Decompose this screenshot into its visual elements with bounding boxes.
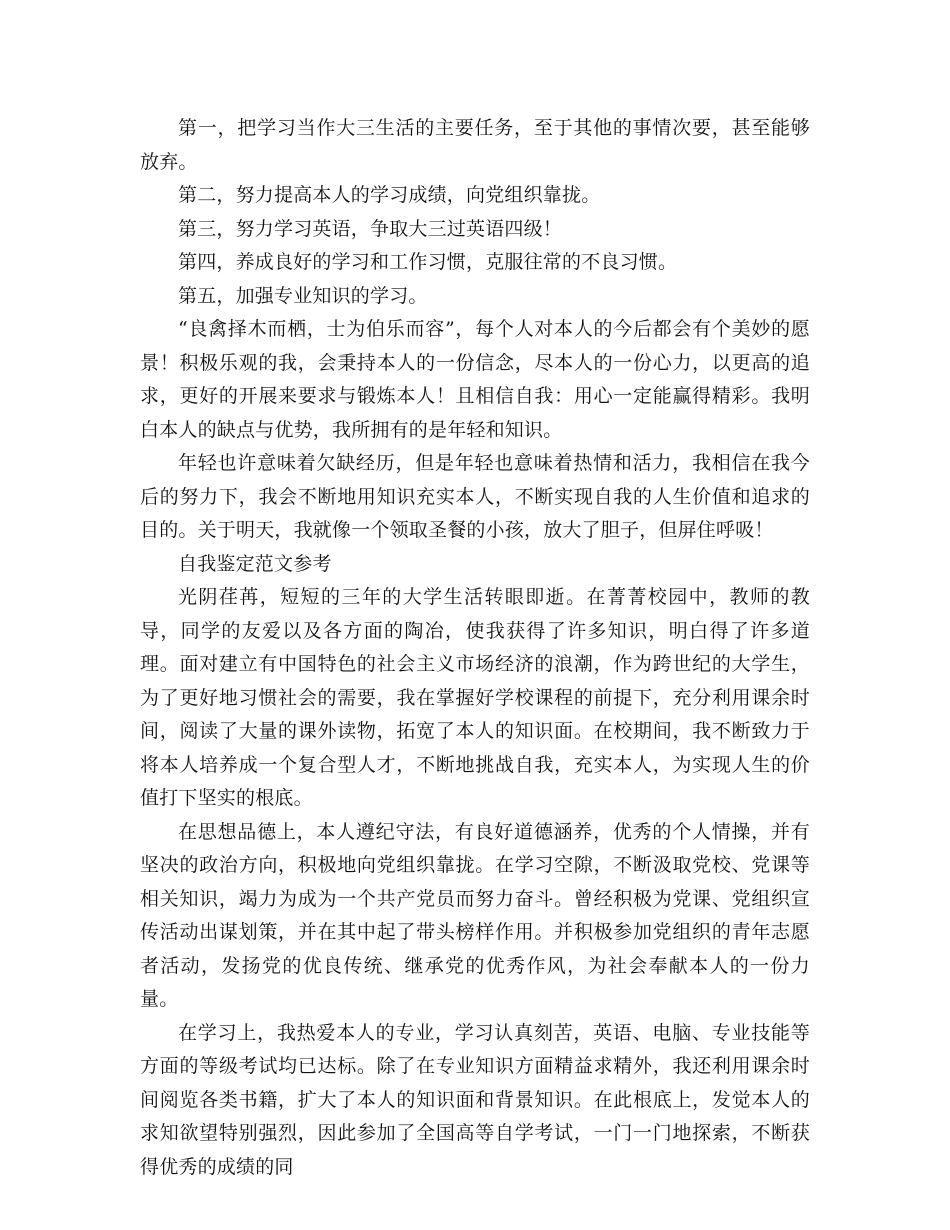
document-body [140, 112, 810, 1184]
paragraph-goal-3: 第三，努力学习英语，争取大三过英语四级！ [178, 217, 563, 240]
paragraph-college-life: 光阴荏苒，短短的三年的大学生活转眼即逝。在菁菁校园中，教师的教导，同学的友爱以及各方面的陶冶，使我获得了许多知识，明白得了许多道理。面对建立有中国特色的社会主义市场经济的浪潮，作为跨世纪的大学生，为了更好地习惯社会的需要，我在掌握好学校课程的前提下，充分利用课余时间，阅读了大量的课外读物，拓宽了本人的知识面。在校期间，我不断致力于将本人培养成一个复合型人才，不断地挑战自我，充实本人，为实现人生的价值打下坚实的根底。 [140, 586, 810, 809]
section-heading: 自我鉴定范文参考 [178, 552, 332, 575]
paragraph-morality: 在思想品德上，本人遵纪守法，有良好道德涵养，优秀的个人情操，并有坚决的政治方向，积极地向党组织靠拢。在学习空隙，不断汲取党校、党课等相关知识，竭力为成为一个共产党员而努力奋斗。曾经积极为党课、党组织宣传活动出谋划策，并在其中起了带头榜样作用。并积极参加党组织的青年志愿者活动，发扬党的优良传统、继承党的优秀作风，为社会奉献本人的一份力量。 [140, 820, 810, 1010]
paragraph-goal-5: 第五，加强专业知识的学习。 [178, 284, 428, 307]
paragraph-youth: 年轻也许意味着欠缺经历，但是年轻也意味着热情和活力，我相信在我今后的努力下，我会不断地用知识充实本人，不断实现自我的人生价值和追求的目的。关于明天，我就像一个领取圣餐的小孩，放大了胆子，但屏住呼吸！ [140, 452, 810, 541]
paragraph-vision: “良禽择木而栖，士为伯乐而容”，每个人对本人的今后都会有个美妙的愿景！积极乐观的我，会秉持本人的一份信念，尽本人的一份心力，以更高的追求，更好的开展来要求与锻炼本人！且相信自我：用心一定能赢得精彩。我明白本人的缺点与优势，我所拥有的是年轻和知识。 [140, 318, 810, 441]
paragraph-goal-4: 第四，养成良好的学习和工作习惯，克服往常的不良习惯。 [178, 251, 678, 273]
paragraph-study: 在学习上，我热爱本人的专业，学习认真刻苦，英语、电脑、专业技能等方面的等级考试均已达标。除了在专业知识方面精益求精外，我还利用课余时间阅览各类书籍，扩大了本人的知识面和背景知识。在此根底上，发觉本人的求知欲望特别强烈，因此参加了全国高等自学考试，一门一门地探索，不断获得优秀的成绩的同 [140, 1021, 810, 1178]
paragraph-goal-1: 第一，把学习当作大三生活的主要任务，至于其他的事情次要，甚至能够放弃。 [140, 117, 810, 173]
paragraph-goal-2: 第二，努力提高本人的学习成绩，向党组织靠拢。 [178, 184, 601, 206]
